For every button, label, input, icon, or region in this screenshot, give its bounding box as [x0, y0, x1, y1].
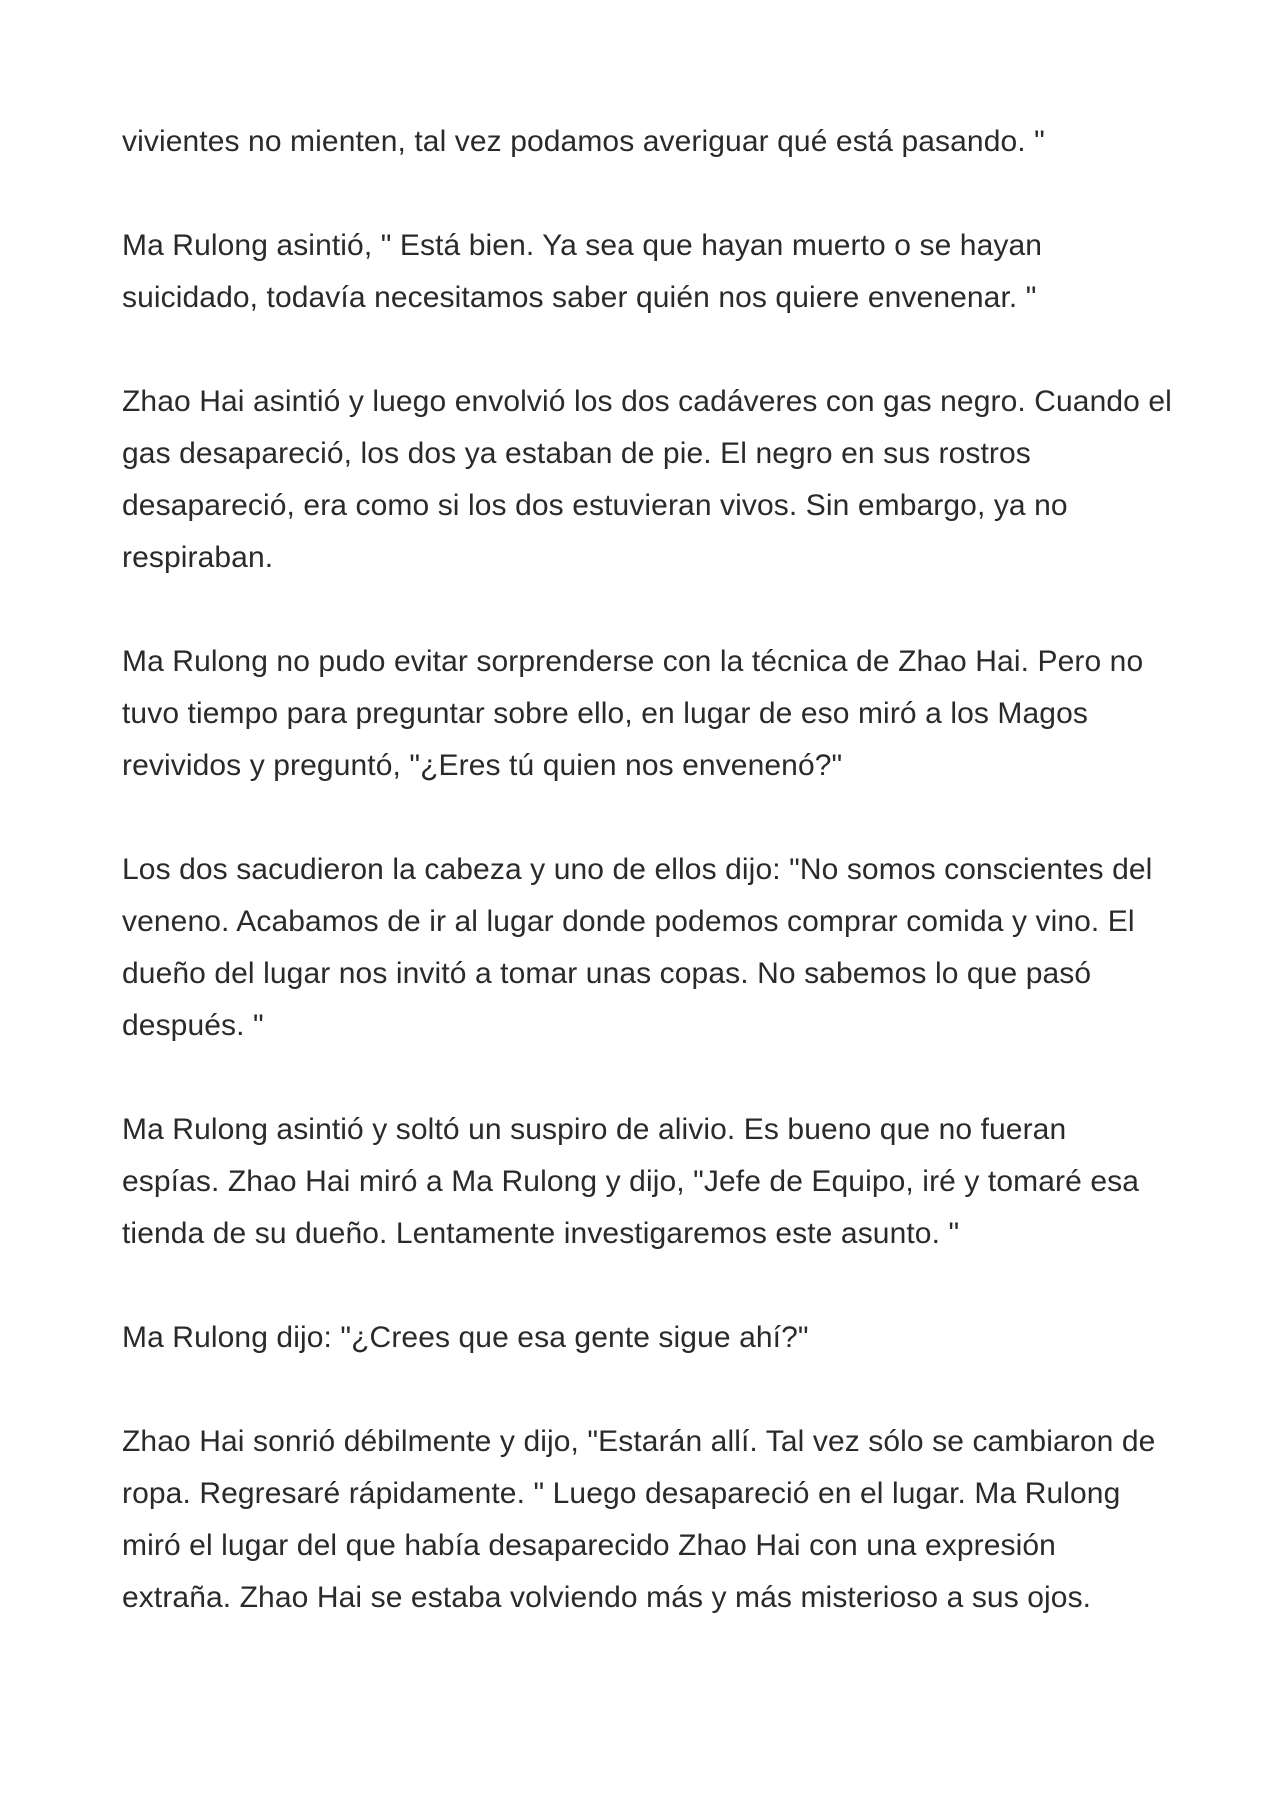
paragraph-7: Ma Rulong dijo: "¿Crees que esa gente sigue ahí?" [122, 1321, 809, 1354]
paragraph-5: Los dos sacudieron la cabeza y uno de ellos dijo: "No somos conscientes del veneno. Acabamos de ir al lugar donde podemos comprar comida y vino. El dueño del lugar nos invitó a tomar unas copas. No sabemos lo que pasó después. " [122, 853, 1153, 1042]
document-body [122, 116, 1172, 1624]
paragraph-4: Ma Rulong no pudo evitar sorprenderse con la técnica de Zhao Hai. Pero no tuvo tiempo para preguntar sobre ello, en lugar de eso miró a los Magos revividos y preguntó, "¿Eres tú quien nos envenenó?" [122, 645, 1144, 782]
paragraph-2: Ma Rulong asintió, " Está bien. Ya sea que hayan muerto o se hayan suicidado, todavía necesitamos saber quién nos quiere envenenar. " [122, 229, 1043, 314]
paragraph-6: Ma Rulong asintió y soltó un suspiro de alivio. Es bueno que no fueran espías. Zhao Hai miró a Ma Rulong y dijo, "Jefe de Equipo, iré y tomaré esa tienda de su dueño. Lentamente investigaremos este asunto. " [122, 1113, 1139, 1250]
paragraph-3: Zhao Hai asintió y luego envolvió los dos cadáveres con gas negro. Cuando el gas desapareció, los dos ya estaban de pie. El negro en sus rostros desapareció, era como si los dos estuvieran vivos. Sin embargo, ya no respiraban. [122, 385, 1172, 574]
paragraph-1: vivientes no mienten, tal vez podamos averiguar qué está pasando. " [122, 125, 1045, 158]
paragraph-8: Zhao Hai sonrió débilmente y dijo, "Estarán allí. Tal vez sólo se cambiaron de ropa. Regresaré rápidamente. " Luego desapareció en el lugar. Ma Rulong miró el lugar del que había desaparecido Zhao Hai con una expresión extraña. Zhao Hai se estaba volviendo más y más misterioso a sus ojos. [122, 1425, 1156, 1614]
